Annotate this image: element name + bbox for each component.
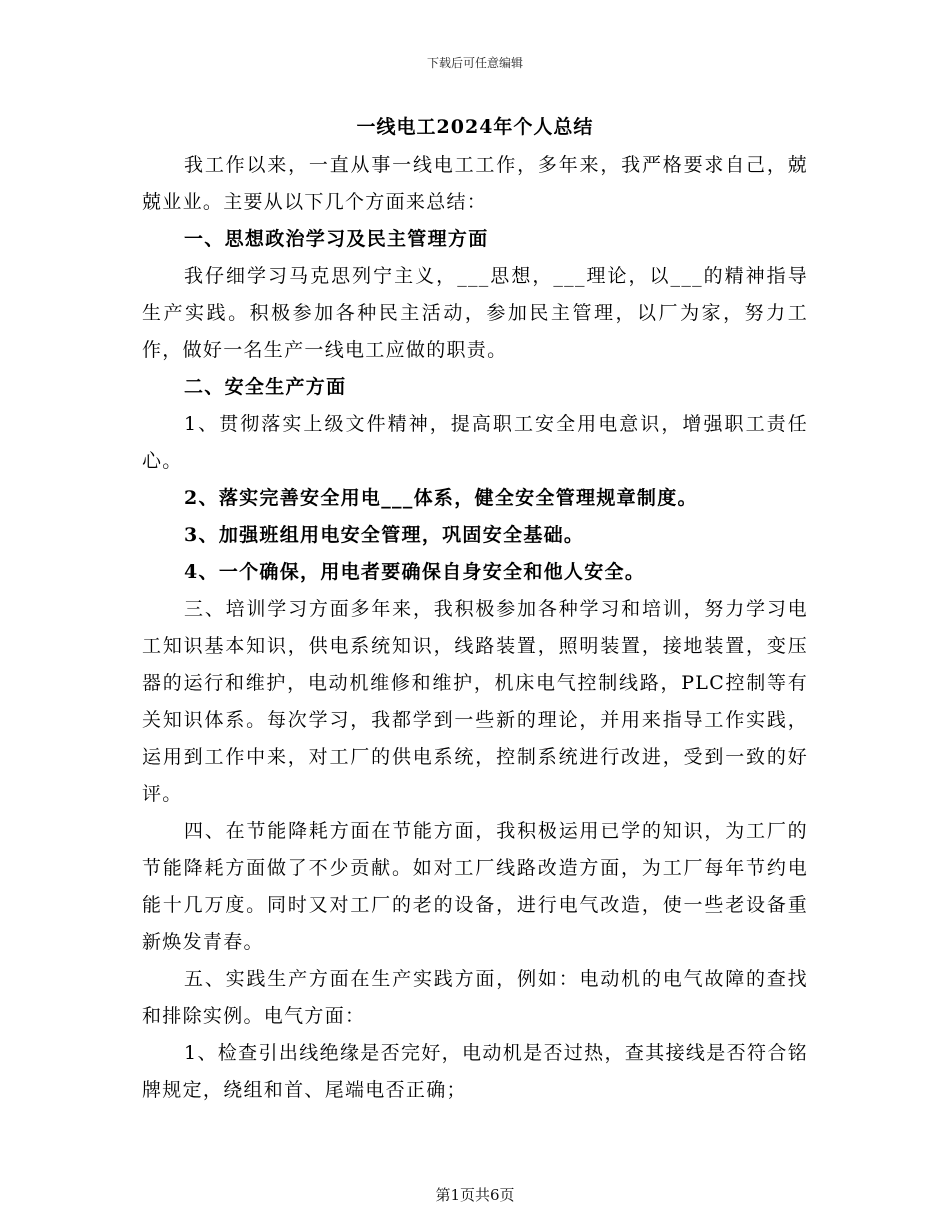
paragraph: 1、检查引出线绝缘是否完好，电动机是否过热，查其接线是否符合铭牌规定，绕组和首、尾端电否正确； <box>142 1042 808 1101</box>
section-heading: 一、思想政治学习及民主管理方面 <box>184 228 489 250</box>
paragraph: 五、实践生产方面在生产实践方面，例如：电动机的电气故障的查找和排除实例。电气方面： <box>142 968 808 1027</box>
paragraph-list <box>142 147 808 1109</box>
paragraph: 三、培训学习方面多年来，我积极参加各种学习和培训，努力学习电工知识基本知识，供电系统知识，线路装置，照明装置，接地装置，变压器的运行和维护，电动机维修和维护，机床电气控制线路，PLC控制等有关知识体系。每次学习，我都学到一些新的理论，并用来指导工作实践，运用到工作中来，对工厂的供电系统，控制系统进行改进，受到一致的好评。 <box>142 598 808 805</box>
paragraph: 四、在节能降耗方面在节能方面，我积极运用已学的知识，为工厂的节能降耗方面做了不少贡献。如对工厂线路改造方面，为工厂每年节约电能十几万度。同时又对工厂的老的设备，进行电气改造，使一些老设备重新焕发青春。 <box>142 820 808 953</box>
section-heading: 4、一个确保，用电者要确保自身安全和他人安全。 <box>184 561 646 583</box>
paragraph: 1、贯彻落实上级文件精神，提高职工安全用电意识，增强职工责任心。 <box>142 413 808 472</box>
paragraph: 我工作以来，一直从事一线电工工作，多年来，我严格要求自己，兢兢业业。主要从以下几个方面来总结： <box>142 154 808 213</box>
page-footer: 第1页共6页 <box>435 1186 515 1204</box>
document-title: 一线电工2024年个人总结 <box>356 116 594 138</box>
document-body <box>142 107 808 1109</box>
paragraph: 我仔细学习马克思列宁主义，___思想，___理论，以___的精神指导生产实践。积极参加各种民主活动，参加民主管理，以厂为家，努力工作，做好一名生产一线电工应做的职责。 <box>142 265 808 361</box>
section-heading: 2、落实完善安全用电___体系，健全安全管理规章制度。 <box>184 487 698 509</box>
section-heading: 3、加强班组用电安全管理，巩固安全基础。 <box>184 524 585 546</box>
page-header: 下载后可任意编辑 <box>426 56 523 70</box>
section-heading: 二、安全生产方面 <box>184 376 347 398</box>
